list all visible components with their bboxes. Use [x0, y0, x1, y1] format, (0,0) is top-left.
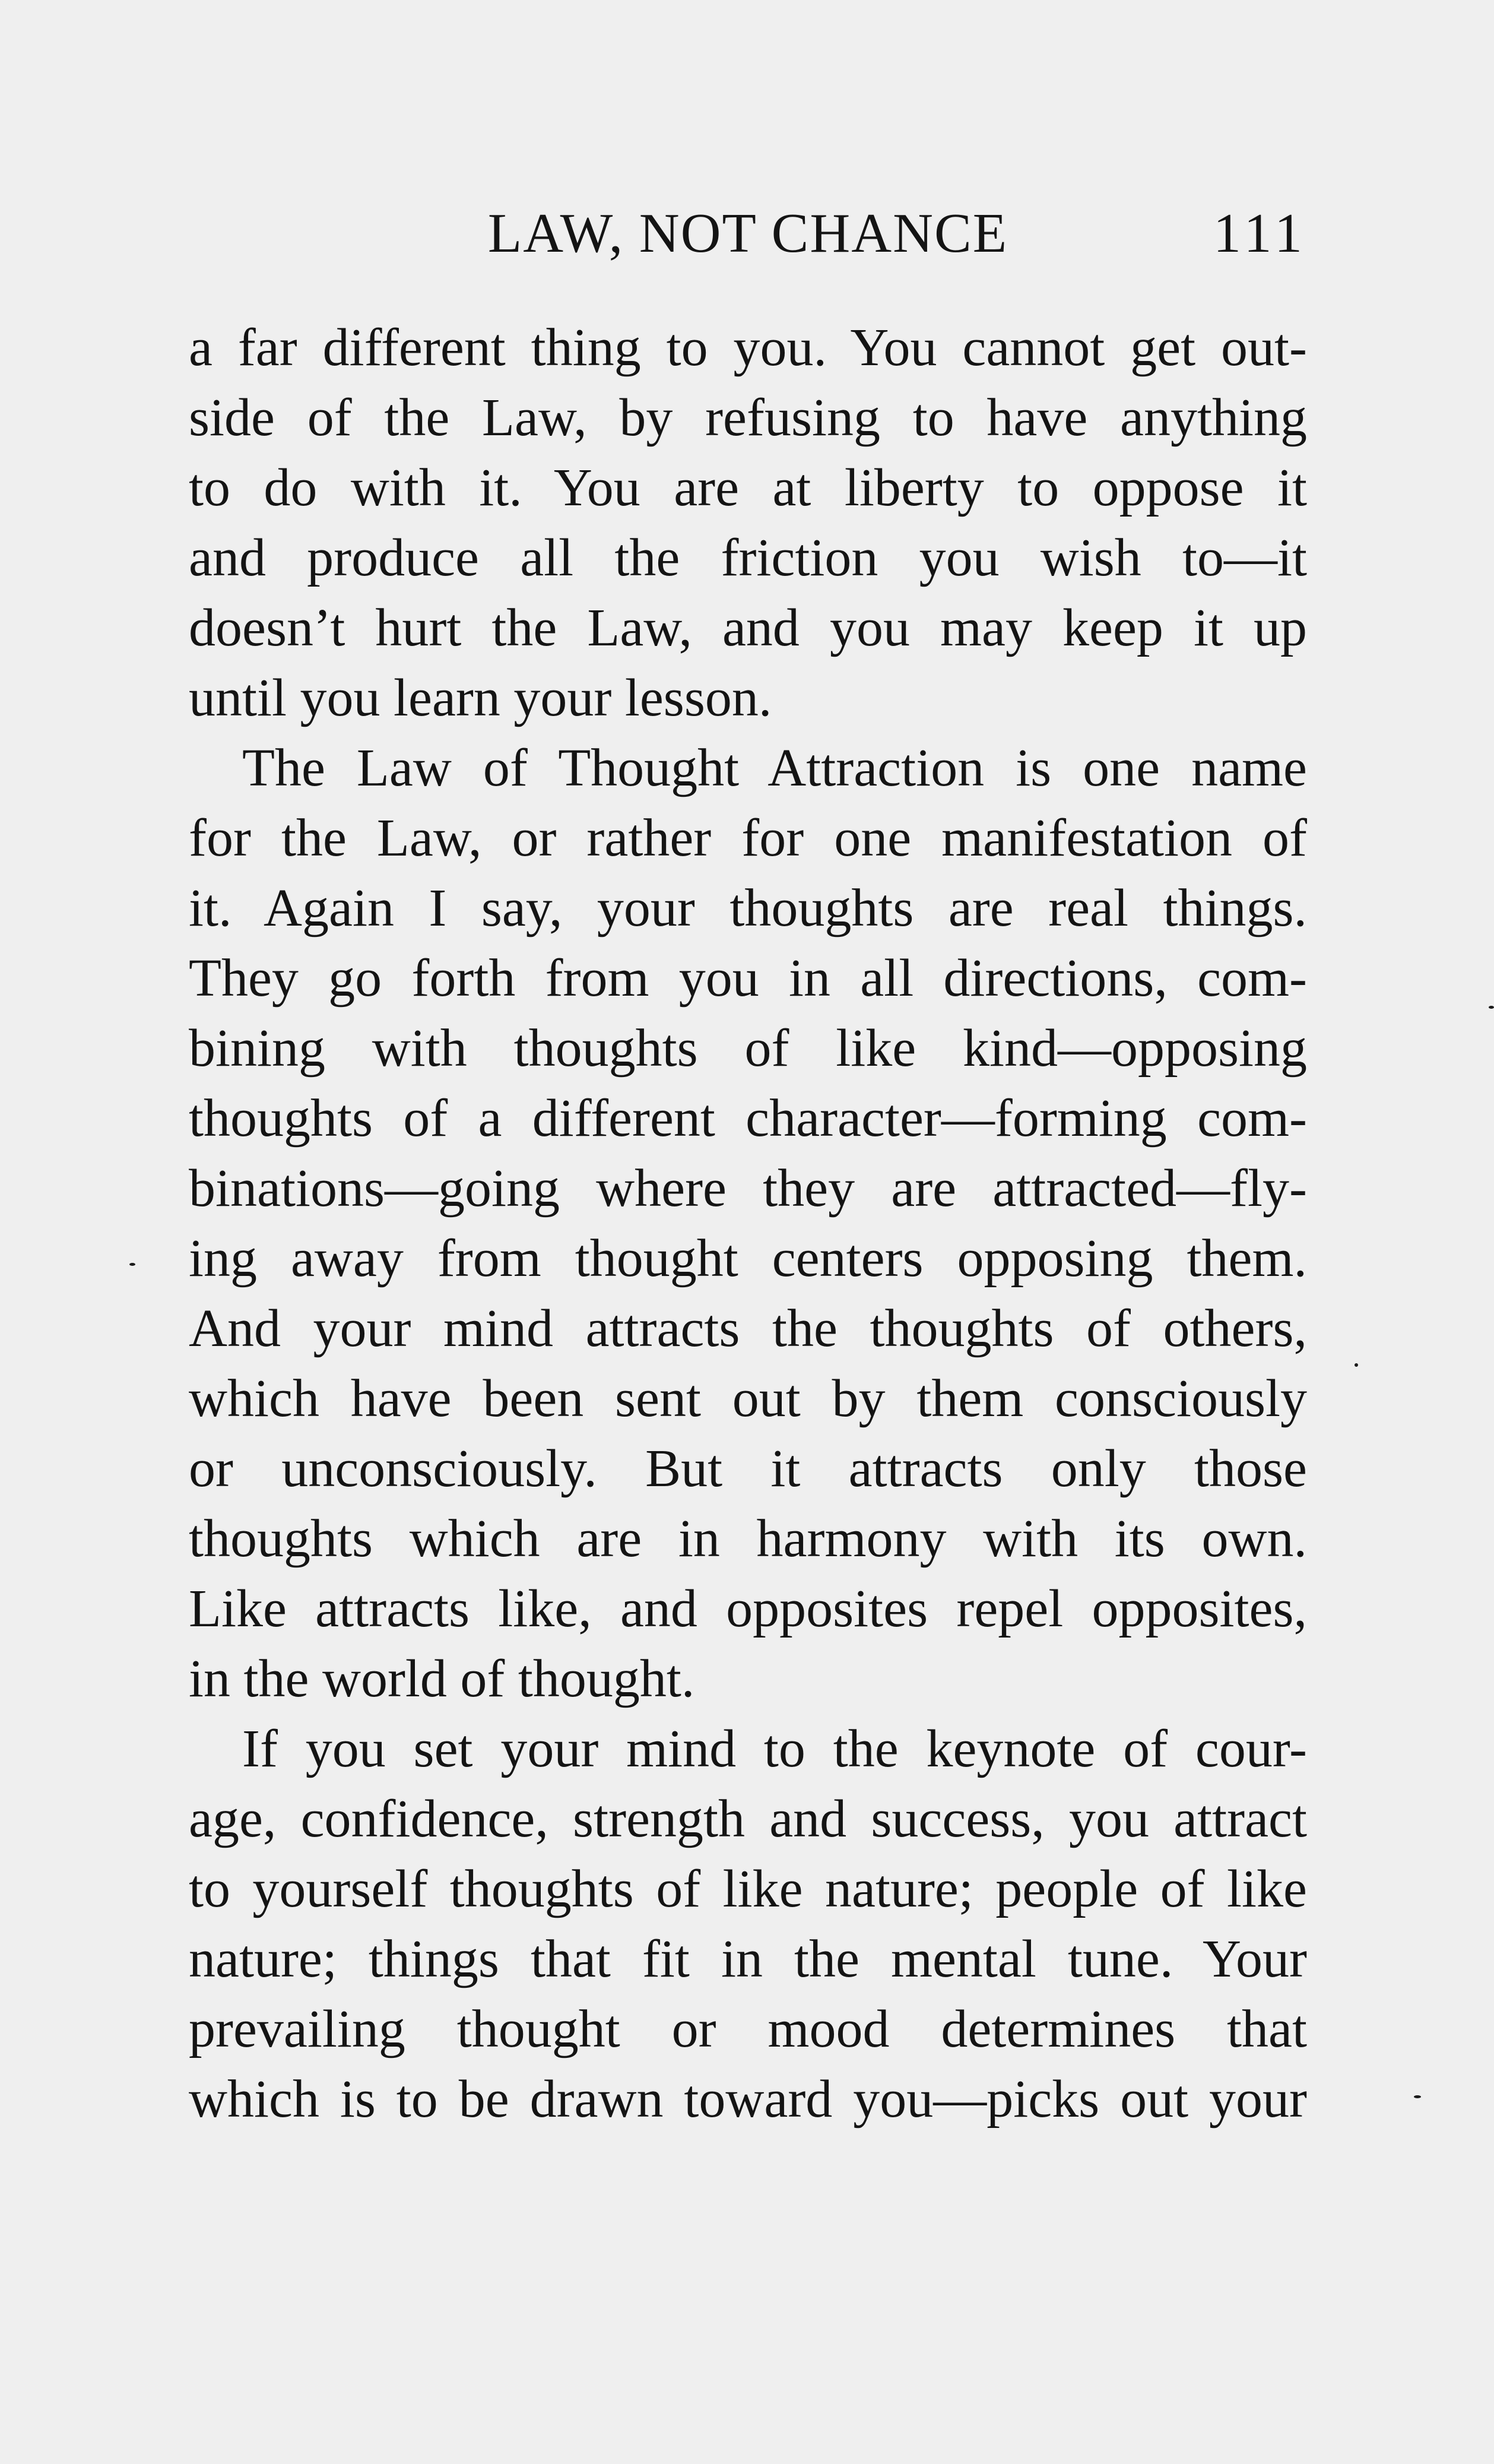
text-line: which have been sent out by them consciously: [189, 1369, 1307, 1428]
text-line: and produce all the friction you wish to—it: [189, 528, 1307, 587]
text-line: age, confidence, strength and success, you attract: [189, 1790, 1307, 1848]
scan-speck: [1414, 2095, 1421, 2098]
text-line: doesn’t hurt the Law, and you may keep it up: [189, 598, 1307, 657]
running-head: [189, 201, 1307, 266]
text-line: The Law of Thought Attraction is one name: [242, 739, 1307, 797]
text-line: to do with it. You are at liberty to oppose it: [189, 458, 1307, 517]
text-line: thoughts of a different character—forming com-: [189, 1089, 1307, 1148]
page-number: 111: [1213, 202, 1307, 264]
text-line: or unconsciously. But it attracts only those: [189, 1439, 1307, 1498]
scan-speck: [1355, 1363, 1358, 1367]
text-line: it. Again I say, your thoughts are real things.: [189, 879, 1307, 938]
text-line: until you learn your lesson.: [189, 669, 772, 727]
body-text: [189, 313, 1307, 2134]
text-line: side of the Law, by refusing to have anything: [189, 388, 1307, 447]
running-title: LAW, NOT CHANCE: [487, 202, 1008, 264]
text-line: nature; things that fit in the mental tune. Your: [189, 1930, 1307, 1988]
text-line: for the Law, or rather for one manifestation of: [189, 809, 1307, 867]
scan-speck: [129, 1263, 135, 1266]
text-line: a far different thing to you. You cannot get out-: [189, 318, 1307, 377]
text-line: thoughts which are in harmony with its own.: [189, 1509, 1307, 1568]
text-line: bining with thoughts of like kind—opposing: [189, 1019, 1307, 1078]
text-line: ing away from thought centers opposing them.: [189, 1229, 1307, 1288]
paragraph: [189, 1714, 1307, 2134]
text-line: to yourself thoughts of like nature; people of like: [189, 1860, 1307, 1918]
text-line: in the world of thought.: [189, 1649, 695, 1708]
text-line: They go forth from you in all directions, com-: [189, 949, 1307, 1008]
text-line: binations—going where they are attracted—fly-: [189, 1159, 1307, 1218]
text-line: which is to be drawn toward you—picks out your: [189, 2070, 1307, 2129]
paragraph: [189, 733, 1307, 1714]
scan-speck: [1489, 1006, 1494, 1009]
text-line: If you set your mind to the keynote of cour-: [242, 1719, 1307, 1778]
text-line: Like attracts like, and opposites repel opposites,: [189, 1579, 1307, 1638]
paragraph: [189, 313, 1307, 733]
text-line: prevailing thought or mood determines that: [189, 2000, 1307, 2058]
text-line: And your mind attracts the thoughts of others,: [189, 1299, 1307, 1358]
